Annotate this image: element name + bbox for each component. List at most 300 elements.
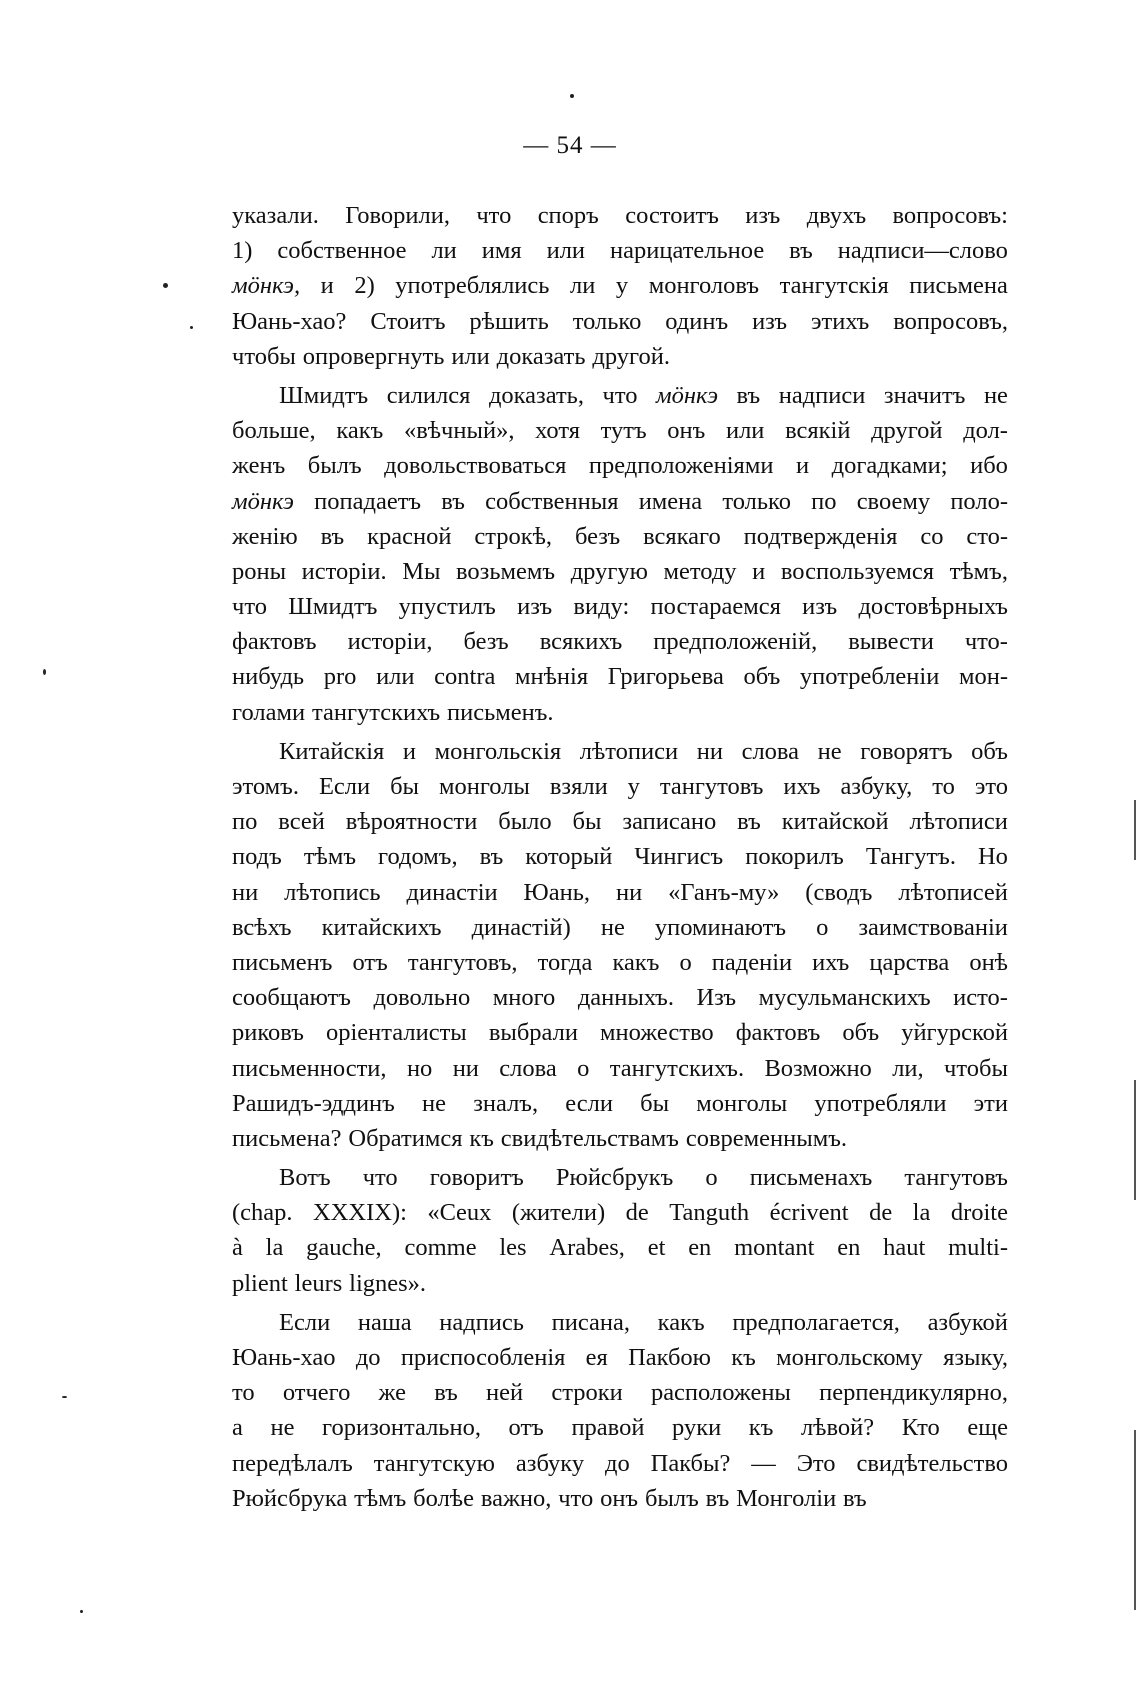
word: династіи — [406, 878, 498, 906]
scan-speck — [62, 1396, 67, 1398]
word: до — [605, 1449, 630, 1477]
word: лѣвой? — [800, 1414, 875, 1442]
word: «Ганъ-му» — [668, 878, 780, 906]
word: письмена? — [232, 1124, 342, 1152]
word: этомъ. — [232, 773, 299, 800]
word: не — [817, 737, 842, 765]
text-line — [232, 1051, 1008, 1086]
word: но — [406, 1054, 433, 1082]
word: Если — [318, 773, 371, 800]
word: зналъ, — [473, 1089, 539, 1117]
word: только — [572, 307, 642, 335]
word: азбуку — [515, 1449, 585, 1477]
word: тангутскихъ — [311, 698, 441, 726]
word: и — [320, 272, 334, 300]
word: языку, — [943, 1344, 1008, 1371]
word: важно, — [480, 1484, 552, 1512]
word: этихъ — [811, 307, 870, 335]
word: исторіи, — [347, 628, 433, 656]
word: тогда — [537, 948, 593, 976]
word: попадаетъ — [314, 487, 422, 515]
word: исторіи. — [301, 557, 387, 585]
text-line — [232, 980, 1008, 1015]
word: въ — [434, 1379, 458, 1407]
word: лѣтописей — [898, 878, 1008, 906]
word: другой — [871, 417, 943, 445]
word: еще — [967, 1414, 1008, 1442]
word: то — [232, 1379, 255, 1407]
word: какъ — [612, 948, 660, 976]
word: по — [232, 808, 258, 836]
word: la — [265, 1234, 284, 1262]
word: въ — [705, 1484, 730, 1512]
word: слова — [499, 1054, 557, 1082]
word: объ — [743, 663, 781, 691]
word: лѣтописи — [579, 737, 679, 765]
word: contra — [434, 663, 496, 691]
text-line — [232, 1375, 1008, 1410]
word: тангутскія — [779, 272, 889, 300]
word: только — [722, 487, 791, 515]
word: pro — [323, 663, 357, 691]
word: письменъ. — [446, 698, 554, 726]
text-line — [232, 1160, 1008, 1195]
word: тѣмъ, — [949, 557, 1008, 585]
word: паденіи — [711, 948, 793, 976]
word: въ — [320, 522, 345, 550]
text-line — [232, 1305, 1008, 1340]
word: Если — [279, 1308, 331, 1336]
word: значитъ — [883, 381, 966, 409]
text-line — [232, 1086, 1008, 1121]
word: онѣ — [969, 948, 1008, 976]
word: тангутовъ — [659, 773, 764, 800]
word: тангутскихъ. — [609, 1054, 745, 1082]
word: вѣроятности — [345, 808, 478, 836]
word: изъ — [802, 593, 838, 621]
word: въ — [843, 1484, 867, 1512]
word: передѣлалъ — [232, 1449, 353, 1477]
word: multi- — [948, 1234, 1008, 1262]
word: собственное — [277, 237, 407, 265]
word: 1) — [232, 237, 253, 265]
word: изъ — [745, 202, 781, 229]
word: мӧнкэ — [656, 381, 718, 409]
word: (жители) — [511, 1199, 606, 1227]
word: безъ — [574, 522, 621, 550]
word: Обратимся — [348, 1124, 463, 1152]
text-line — [232, 875, 1008, 910]
page-number: — 54 — — [523, 132, 617, 159]
text-line — [232, 1195, 1008, 1230]
word: китайскихъ — [321, 913, 442, 941]
word: выбрали — [488, 1019, 578, 1047]
word: сто- — [966, 522, 1008, 550]
word: écrivent — [769, 1199, 849, 1227]
text-line — [232, 519, 1008, 554]
word: своему — [856, 487, 931, 515]
word: довольствоваться — [384, 452, 567, 480]
word: de — [625, 1199, 649, 1227]
word: покорилъ — [745, 843, 844, 871]
text-line — [232, 769, 1008, 804]
word: бы — [572, 808, 602, 836]
text-line — [232, 1340, 1008, 1375]
word: не — [600, 913, 625, 941]
word: приспособленія — [400, 1344, 566, 1371]
paragraph — [232, 1305, 1008, 1516]
text-line — [232, 1446, 1008, 1481]
word: хотя — [535, 417, 580, 445]
word: en — [688, 1234, 712, 1262]
word: Рашидъ-эддинъ — [232, 1089, 395, 1117]
word: ли — [570, 272, 596, 300]
word: — — [751, 1449, 776, 1477]
word: Tanguth — [669, 1199, 750, 1227]
text-line — [232, 659, 1008, 694]
word: XXXIX): — [313, 1199, 407, 1227]
word: de — [869, 1199, 893, 1227]
word: что — [362, 1164, 398, 1192]
word: leurs — [294, 1269, 343, 1297]
word: мӧнкэ, — [232, 272, 301, 300]
word: или — [546, 237, 586, 265]
word: ни — [452, 1054, 479, 1082]
word: который — [525, 843, 613, 871]
scan-speck — [190, 326, 193, 329]
word: (сводъ — [805, 878, 873, 906]
word: женію — [232, 522, 298, 550]
text-line — [232, 589, 1008, 624]
word: двухъ — [806, 202, 867, 229]
word: довольно — [373, 984, 471, 1012]
word: красной — [367, 522, 452, 550]
text-line — [232, 378, 1008, 413]
word: ней — [486, 1379, 524, 1407]
word: расположены — [650, 1379, 791, 1407]
word: онъ — [600, 1484, 639, 1512]
word: ни — [696, 737, 723, 765]
word: къ — [731, 1344, 756, 1371]
word: отчего — [282, 1379, 351, 1407]
text-line — [232, 1121, 1008, 1156]
word: ихъ — [783, 773, 821, 800]
word: голами — [232, 698, 306, 726]
word: до — [355, 1344, 381, 1371]
word: вопросовъ, — [893, 307, 1008, 335]
word: въ — [441, 487, 465, 515]
word: если — [565, 1089, 613, 1117]
word: en — [837, 1234, 861, 1262]
word: plient — [232, 1269, 288, 1297]
paragraph — [232, 734, 1008, 1156]
word: монголы — [696, 1089, 788, 1117]
word: горизонтально, — [322, 1414, 481, 1442]
word: montant — [734, 1234, 815, 1262]
word: поло- — [950, 487, 1008, 515]
page-edge — [1134, 1080, 1136, 1200]
text-line — [232, 1230, 1008, 1265]
word: виду: — [573, 593, 630, 621]
word: употреблялись — [395, 272, 550, 300]
word: доказать — [496, 342, 586, 370]
word: о — [679, 948, 692, 976]
word: не — [270, 1414, 295, 1442]
word: Монголіи — [736, 1484, 837, 1512]
text-line — [232, 1410, 1008, 1445]
word: къ — [469, 1124, 494, 1152]
word: данныхъ. — [577, 984, 674, 1012]
page-edge — [1134, 1430, 1136, 1610]
word: Шмидтъ — [288, 593, 378, 621]
word: тѣмъ — [354, 1484, 407, 1512]
word: другую — [570, 557, 648, 585]
scan-speck — [570, 94, 574, 98]
word: догадками; — [831, 452, 948, 480]
word: другой. — [592, 342, 670, 370]
word: дол- — [963, 417, 1008, 445]
word: предположеній, — [653, 628, 818, 656]
text-line — [232, 1266, 1008, 1301]
word: перпендикулярно, — [819, 1379, 1008, 1407]
word: въ — [479, 843, 504, 871]
word: силился — [386, 381, 471, 409]
word: письмена — [909, 272, 1008, 300]
word: Юань-хао — [232, 1344, 336, 1371]
text-line — [232, 624, 1008, 659]
word: Мы — [402, 557, 441, 585]
word: взяли — [549, 773, 608, 800]
word: не — [422, 1089, 447, 1117]
word: множество — [600, 1019, 714, 1047]
word: Юань-хао? — [232, 307, 347, 335]
word: опровергнуть — [302, 342, 445, 370]
word: строки — [551, 1379, 623, 1407]
word: болѣе — [413, 1484, 474, 1512]
word: исто- — [953, 984, 1008, 1012]
word: Это — [796, 1449, 836, 1477]
word: указали. — [232, 202, 319, 229]
word: ея — [585, 1344, 608, 1371]
word: монголовъ — [648, 272, 760, 300]
word: къ — [748, 1414, 774, 1442]
word: азбуку, — [840, 773, 913, 800]
text-line — [232, 198, 1008, 233]
word: что- — [964, 628, 1008, 656]
scan-speck — [43, 669, 46, 675]
word: имена — [638, 487, 703, 515]
word: и — [795, 452, 810, 480]
text-line — [232, 233, 1008, 268]
word: это — [974, 773, 1008, 800]
word: ли, — [892, 1054, 924, 1082]
word: со — [920, 522, 944, 550]
word: упоминаютъ — [654, 913, 787, 941]
word: ни — [615, 878, 643, 906]
word: лѣтописи — [909, 808, 1008, 836]
scan-speck — [80, 1610, 83, 1613]
word: надписи—слово — [837, 237, 1008, 265]
word: у — [615, 272, 629, 300]
word: употребленіи — [799, 663, 940, 691]
word: руки — [672, 1414, 722, 1442]
word: или — [451, 342, 490, 370]
word: и — [402, 737, 417, 765]
word: подтвержденія — [743, 522, 898, 550]
paragraph — [232, 1160, 1008, 1301]
word: рѣшить — [469, 307, 549, 335]
word: о — [705, 1164, 718, 1192]
word: Кто — [901, 1414, 940, 1442]
word: современнымъ. — [685, 1124, 848, 1152]
word: роны — [232, 557, 287, 585]
word: à — [232, 1234, 243, 1262]
word: царства — [869, 948, 950, 976]
word: свидѣтельство — [856, 1449, 1008, 1477]
word: «вѣчный», — [403, 417, 515, 445]
word: употребляли — [814, 1089, 947, 1117]
word: фактовъ — [735, 1019, 821, 1047]
word: ихъ — [812, 948, 850, 976]
word: изъ — [752, 307, 788, 335]
word: мӧнкэ — [232, 487, 294, 515]
word: объ — [971, 737, 1008, 765]
word: предполагается, — [732, 1308, 900, 1336]
word: Говорили, — [345, 202, 450, 229]
word: Рюйсбрука — [232, 1484, 348, 1512]
word: былъ — [307, 452, 362, 480]
word: Arabes, — [549, 1234, 625, 1262]
word: былъ — [644, 1484, 699, 1512]
word: о — [816, 913, 829, 941]
word: тангутовъ — [904, 1164, 1008, 1192]
word: эти — [973, 1089, 1008, 1117]
word: свидѣтельствамъ — [500, 1124, 679, 1152]
word: comme — [404, 1234, 477, 1262]
word: les — [499, 1234, 527, 1262]
word: одинъ — [665, 307, 729, 335]
word: было — [498, 808, 552, 836]
word: монгольскія — [434, 737, 562, 765]
word: чтобы — [944, 1054, 1008, 1082]
word: достовѣрныхъ — [858, 593, 1008, 621]
word: вывести — [848, 628, 934, 656]
text-line — [232, 945, 1008, 980]
text-line — [232, 734, 1008, 769]
word: всѣхъ — [232, 913, 292, 941]
word: Юань, — [523, 878, 591, 906]
word: письменности, — [232, 1054, 387, 1082]
word: Возможно — [764, 1054, 872, 1082]
text-line — [232, 304, 1008, 339]
word: Григорьева — [607, 663, 724, 691]
word: gauche, — [306, 1234, 382, 1262]
word: бы — [390, 773, 420, 800]
word: то — [932, 773, 955, 800]
word: больше, — [232, 417, 316, 445]
word: или — [376, 663, 415, 691]
word: много — [492, 984, 556, 1012]
word: безъ — [463, 628, 509, 656]
word: Изъ — [696, 984, 737, 1012]
word: воспользуемся — [780, 557, 935, 585]
word: упустилъ — [398, 593, 496, 621]
word: мон- — [958, 663, 1008, 691]
paragraph — [232, 378, 1008, 730]
word: годомъ, — [378, 843, 458, 871]
page-edge — [1134, 800, 1136, 860]
word: haut — [883, 1234, 926, 1262]
word: надпись — [439, 1308, 524, 1336]
word: изъ — [517, 593, 553, 621]
text-line — [232, 839, 1008, 874]
word: что — [232, 593, 267, 621]
word: подъ — [232, 843, 282, 871]
word: какъ — [657, 1308, 705, 1336]
word: droite — [950, 1199, 1008, 1227]
word: всякій — [785, 417, 851, 445]
word: что — [476, 202, 512, 229]
word: чтобы — [232, 342, 296, 370]
word: всей — [278, 808, 325, 836]
word: же — [378, 1379, 407, 1407]
word: лѣтопись — [284, 878, 381, 906]
word: строкѣ, — [474, 522, 553, 550]
text-line — [232, 1481, 1008, 1516]
word: а — [232, 1414, 243, 1442]
word: ни — [232, 878, 259, 906]
word: тангутовъ, — [407, 948, 518, 976]
text-line — [232, 484, 1008, 519]
text-line — [232, 804, 1008, 839]
word: или — [725, 417, 765, 445]
word: письменъ — [232, 948, 333, 976]
word: мусульманскихъ — [758, 984, 931, 1012]
word: тутъ — [600, 417, 647, 445]
text-line — [232, 1015, 1008, 1050]
word: la — [912, 1199, 931, 1227]
word: не — [983, 381, 1008, 409]
word: мнѣнія — [515, 663, 589, 691]
word: имя — [481, 237, 522, 265]
word: 2) — [354, 272, 375, 300]
word: тангутскую — [373, 1449, 495, 1477]
word: Китайскія — [279, 737, 385, 765]
word: состоитъ — [625, 202, 719, 229]
text-line — [232, 413, 1008, 448]
text-line — [232, 910, 1008, 945]
word: какъ — [336, 417, 384, 445]
word: объ — [842, 1019, 880, 1047]
word: «Ceux — [427, 1199, 492, 1227]
word: методу — [663, 557, 737, 585]
word: et — [647, 1234, 666, 1262]
scan-speck — [163, 283, 168, 288]
word: ибо — [970, 452, 1008, 480]
word: Пакбы? — [650, 1449, 731, 1477]
word: постараемся — [650, 593, 781, 621]
word: бы — [640, 1089, 670, 1117]
word: Пакбою — [628, 1344, 711, 1371]
word: тѣмъ — [303, 843, 357, 871]
word: что — [558, 1484, 594, 1512]
word: риковъ — [232, 1019, 304, 1047]
word: доказать, — [488, 381, 584, 409]
word: Вотъ — [279, 1164, 331, 1192]
word: писана, — [551, 1308, 631, 1336]
word: возьмемъ — [456, 557, 556, 585]
word: у — [627, 773, 640, 800]
